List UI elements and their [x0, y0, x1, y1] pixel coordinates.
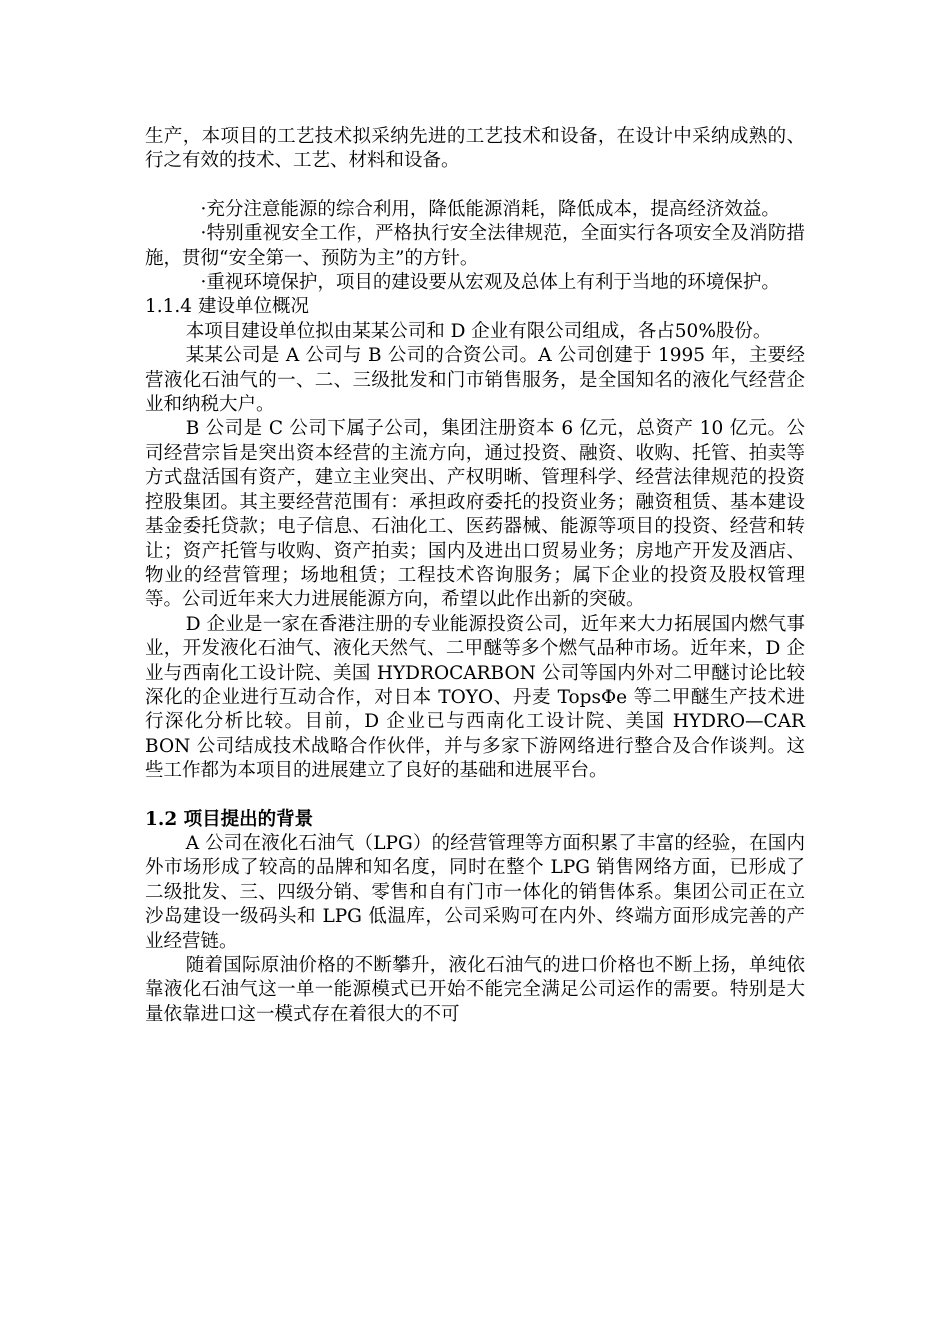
- paragraph-company-profile: 某某公司是 A 公司与 B 公司的合资公司。A 公司创建于 1995 年，主要经营液化石油气的一、二、三级批发和门市销售服务，是全国知名的液化气经营企业和纳税大户。: [145, 345, 805, 416]
- paragraph-lpg-experience: A 公司在液化石油气（LPG）的经营管理等方面积累了丰富的经验，在国内外市场形成了较高的品牌和知名度，同时在整个 LPG 销售网络方面，已形成了二级批发、三、四级分销、零售和自有门市一体化的销售体系。集团公司正在立沙岛建设一级码头和 LPG 低温库，公司采购可在内外、终端方面形成完善的产业经营链。: [145, 832, 805, 952]
- section-heading-1-1-4: 1.1.4 建设单位概况: [145, 296, 309, 318]
- paragraph-company-d-profile: D 企业是一家在香港注册的专业能源投资公司，近年来大力拓展国内燃气事业，开发液化石油气、液化天然气、二甲醚等多个燃气品种市场。近年来，D 企业与西南化工设计院、美国 HYDROCARBON 公司等国内外对二甲醚讨论比较深化的企业进行互动合作，对日本 TOYO、丹麦 TopsΦe 等二甲醚生产技术进行深化分析比较。目前，D 企业已与西南化工设计院、美国 HYDRO—CAR BON 公司结成技术战略合作伙伴，并与多家下游网络进行整合及合作谈判。这些工作都为本项目的进展建立了良好的基础和进展平台。: [145, 613, 805, 782]
- bullet-safety: ·特别重视安全工作，严格执行安全法律规范，全面实行各项安全及消防措施，贯彻“安全第一、预防为主”的方针。: [145, 223, 805, 269]
- paragraph-builder-composition: 本项目建设单位拟由某某公司和 D 企业有限公司组成，各占50%股份。: [185, 320, 772, 342]
- bullet-energy-use: ·充分注意能源的综合利用，降低能源消耗，降低成本，提高经济效益。: [200, 198, 780, 220]
- paragraph-oil-price: 随着国际原油价格的不断攀升，液化石油气的进口价格也不断上扬，单纯依靠液化石油气这一单一能源模式已开始不能完全满足公司运作的需要。特别是大量依靠进口这一模式存在着很大的不可: [145, 955, 805, 1025]
- document-body: [145, 125, 805, 1027]
- paragraph-design-principle: 生产，本项目的工艺技术拟采纳先进的工艺技术和设备，在设计中采纳成熟的、行之有效的技术、工艺、材料和设备。: [145, 126, 805, 172]
- section-heading-1-2: 1.2 项目提出的背景: [145, 808, 314, 830]
- paragraph-company-b-profile: B 公司是 C 公司下属子公司，集团注册资本 6 亿元，总资产 10 亿元。公司经营宗旨是突出资本经营的主流方向，通过投资、融资、收购、托管、拍卖等方式盘活国有资产，建立主业突出、产权明晰、管理科学、经营法律规范的投资控股集团。其主要经营范围有：承担政府委托的投资业务；融资租赁、基本建设基金委托贷款；电子信息、石油化工、医药器械、能源等项目的投资、经营和转让；资产托管与收购、资产拍卖；国内及进出口贸易业务；房地产开发及酒店、物业的经营管理；场地租赁；工程技术咨询服务；属下企业的投资及股权管理等。公司近年来大力进展能源方向，希望以此作出新的突破。: [145, 418, 805, 611]
- bullet-environment: ·重视环境保护，项目的建设要从宏观及总体上有利于当地的环境保护。: [200, 272, 780, 294]
